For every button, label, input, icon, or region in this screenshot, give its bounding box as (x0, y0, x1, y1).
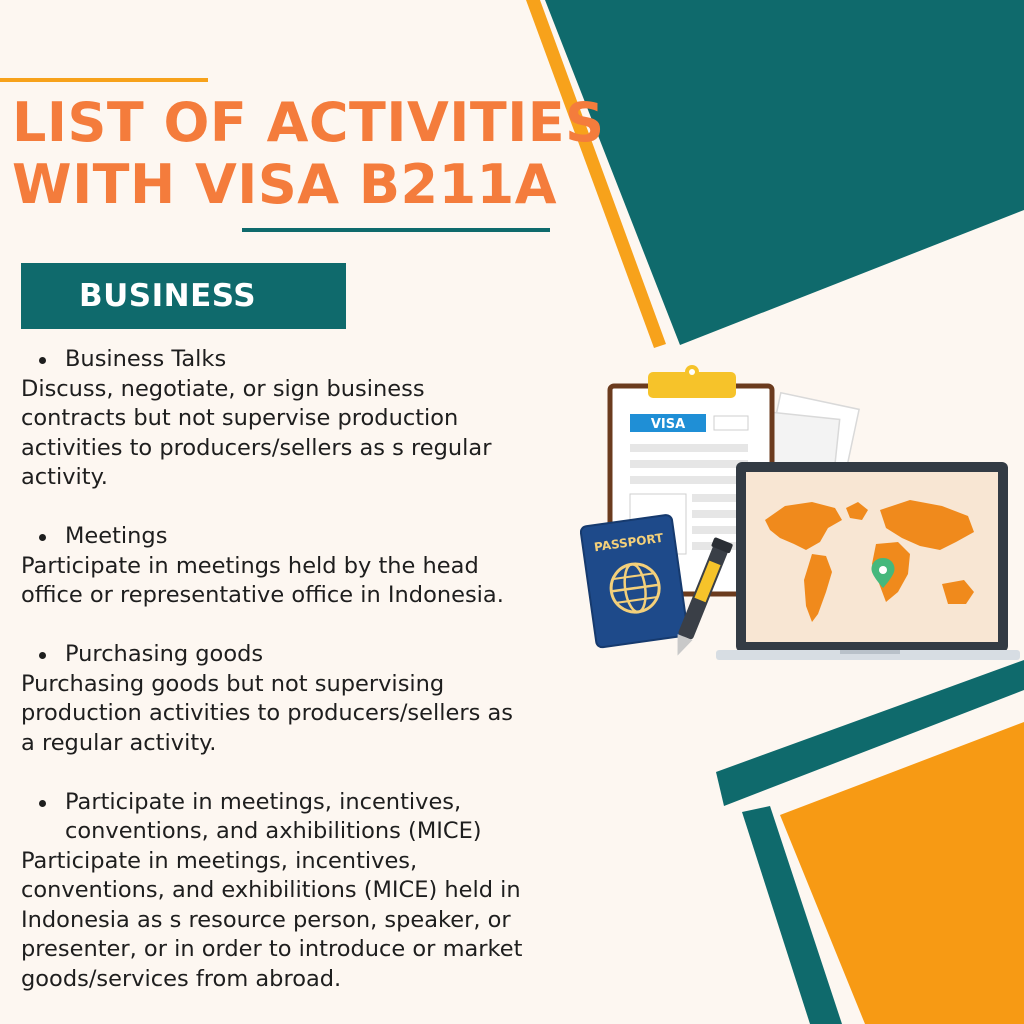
activity-title (21, 788, 621, 847)
activity-title-line: conventions, and axhibilitions (MICE) (65, 818, 482, 844)
title-line-1: LIST OF ACTIVITIES (12, 91, 605, 154)
activity-description-line: production activities to producers/sellers as (21, 700, 513, 726)
activity-description-line: goods/services from abroad. (21, 965, 342, 992)
visa-travel-illustration (580, 360, 1020, 670)
activity-description-line: contracts but not supervise production (21, 405, 459, 431)
passport-icon (580, 514, 688, 648)
activity-item (21, 345, 621, 493)
section-banner-business: BUSINESS (21, 263, 346, 329)
activity-description-line: Indonesia as s resource person, speaker, or (21, 906, 511, 933)
activity-description (21, 552, 621, 611)
activity-description-line: Participate in meetings held by the head (21, 552, 479, 579)
activity-description-line: presenter, or in order to introduce or market (21, 936, 523, 962)
activity-description-line: office or representative office in Indonesia. (21, 582, 504, 608)
activity-description-line: conventions, and exhibilitions (MICE) held in (21, 877, 521, 903)
title-accent-line-top (0, 78, 208, 82)
activity-title (21, 640, 621, 670)
activity-description-line: activities to producers/sellers as s regular (21, 434, 492, 461)
teal-corner-shape (545, 0, 1024, 345)
activity-item (21, 640, 621, 758)
activity-description-line: Discuss, negotiate, or sign business (21, 375, 425, 402)
activity-description-line: a regular activity. (21, 729, 217, 756)
title-line-2: WITH VISA B211A (12, 153, 558, 216)
activity-title (21, 345, 621, 375)
activity-title-line: Participate in meetings, incentives, (65, 788, 462, 815)
activity-list (21, 345, 621, 1024)
activity-item (21, 522, 621, 611)
activity-title-line: Purchasing goods (65, 641, 264, 667)
activity-title (21, 522, 621, 552)
activity-title-line: Business Talks (65, 346, 227, 372)
visa-label: VISA (650, 417, 686, 432)
activity-description (21, 375, 621, 493)
laptop-icon (716, 462, 1020, 660)
activity-description-line: Participate in meetings, incentives, (21, 847, 418, 874)
activity-title-line: Meetings (65, 523, 168, 549)
activity-description (21, 670, 621, 759)
activity-description-line: activity. (21, 464, 108, 490)
activity-description-line: Purchasing goods but not supervising (21, 670, 445, 697)
page-title (12, 92, 605, 216)
activity-description (21, 847, 621, 995)
passport-label: PASSPORT (593, 530, 665, 555)
title-accent-line-bottom (242, 228, 550, 232)
activity-item (21, 788, 621, 995)
